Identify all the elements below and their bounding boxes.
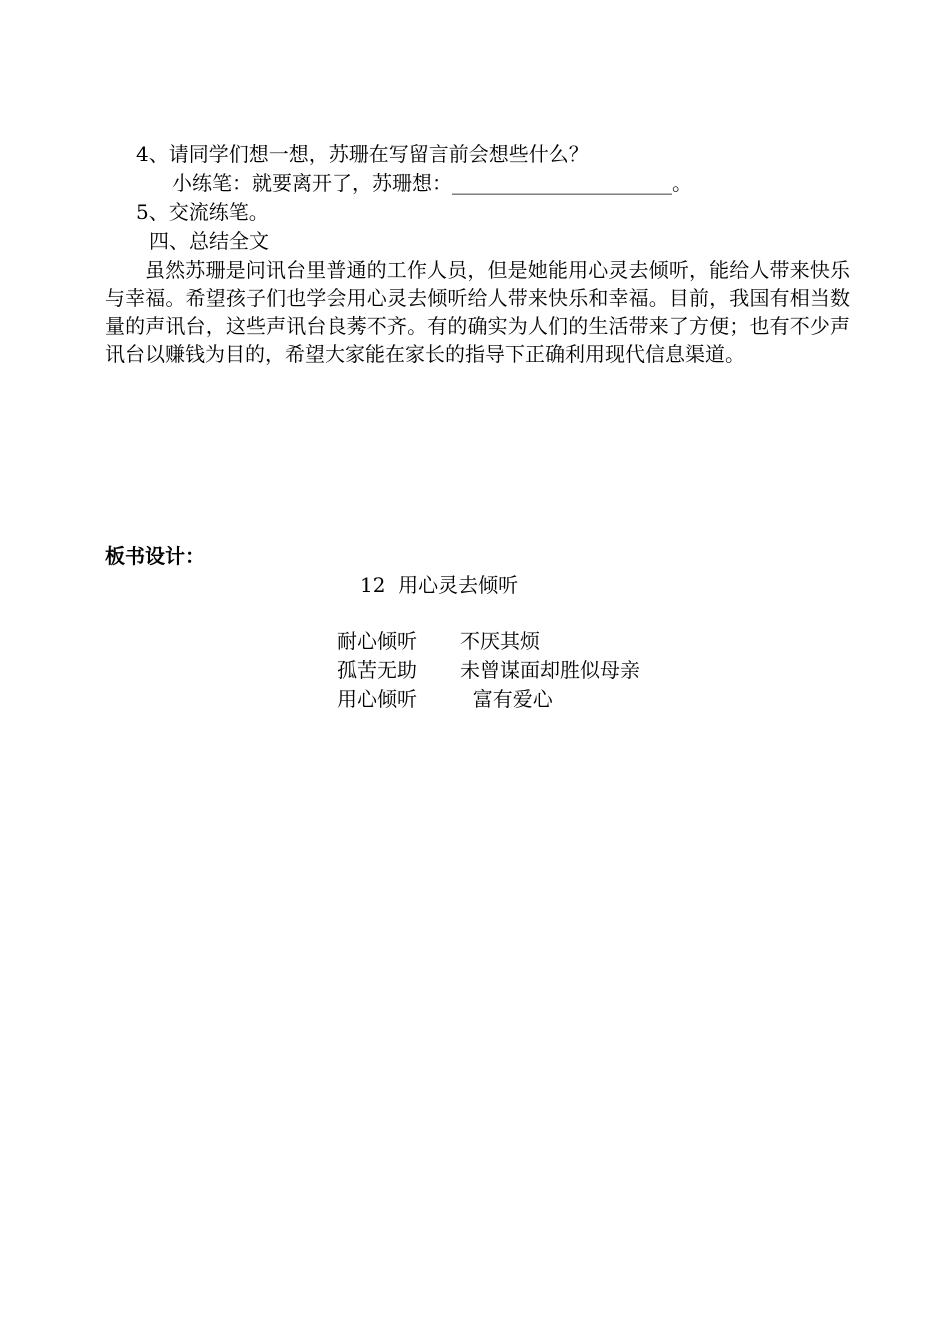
board-row-3-right: 富有爱心 — [460, 687, 553, 711]
section-heading-summary: 四、总结全文 — [149, 229, 269, 253]
practice-prompt: 小练笔：就要离开了，苏珊想：______________________。 — [172, 171, 692, 195]
board-title: 12 用心灵去倾听 — [360, 573, 519, 597]
summary-paragraph: 虽然苏珊是问讯台里普通的工作人员，但是她能用心灵去倾听，能给人带来快乐与幸福。希望孩子们也学会用心灵去倾听给人带来快乐和幸福。目前，我国有相当数量的声讯台，这些声讯台良莠不齐。有的确实为人们的生活带来了方便；也有不少声讯台以赚钱为目的，希望大家能在家长的指导下正确利用现代信息渠道。 — [105, 258, 850, 366]
question-4: 4、请同学们想一想，苏珊在写留言前会想些什么？ — [136, 142, 589, 166]
board-row-1-left: 耐心倾听 — [337, 629, 417, 653]
board-heading: 板书设计： — [105, 544, 205, 568]
board-row-2-left: 孤苦无助 — [337, 658, 417, 682]
board-row-1-right: 不厌其烦 — [460, 629, 540, 653]
board-row-3-left: 用心倾听 — [337, 687, 417, 711]
board-row-2-right: 未曾谋面却胜似母亲 — [460, 658, 640, 682]
question-5: 5、交流练笔。 — [136, 200, 269, 224]
